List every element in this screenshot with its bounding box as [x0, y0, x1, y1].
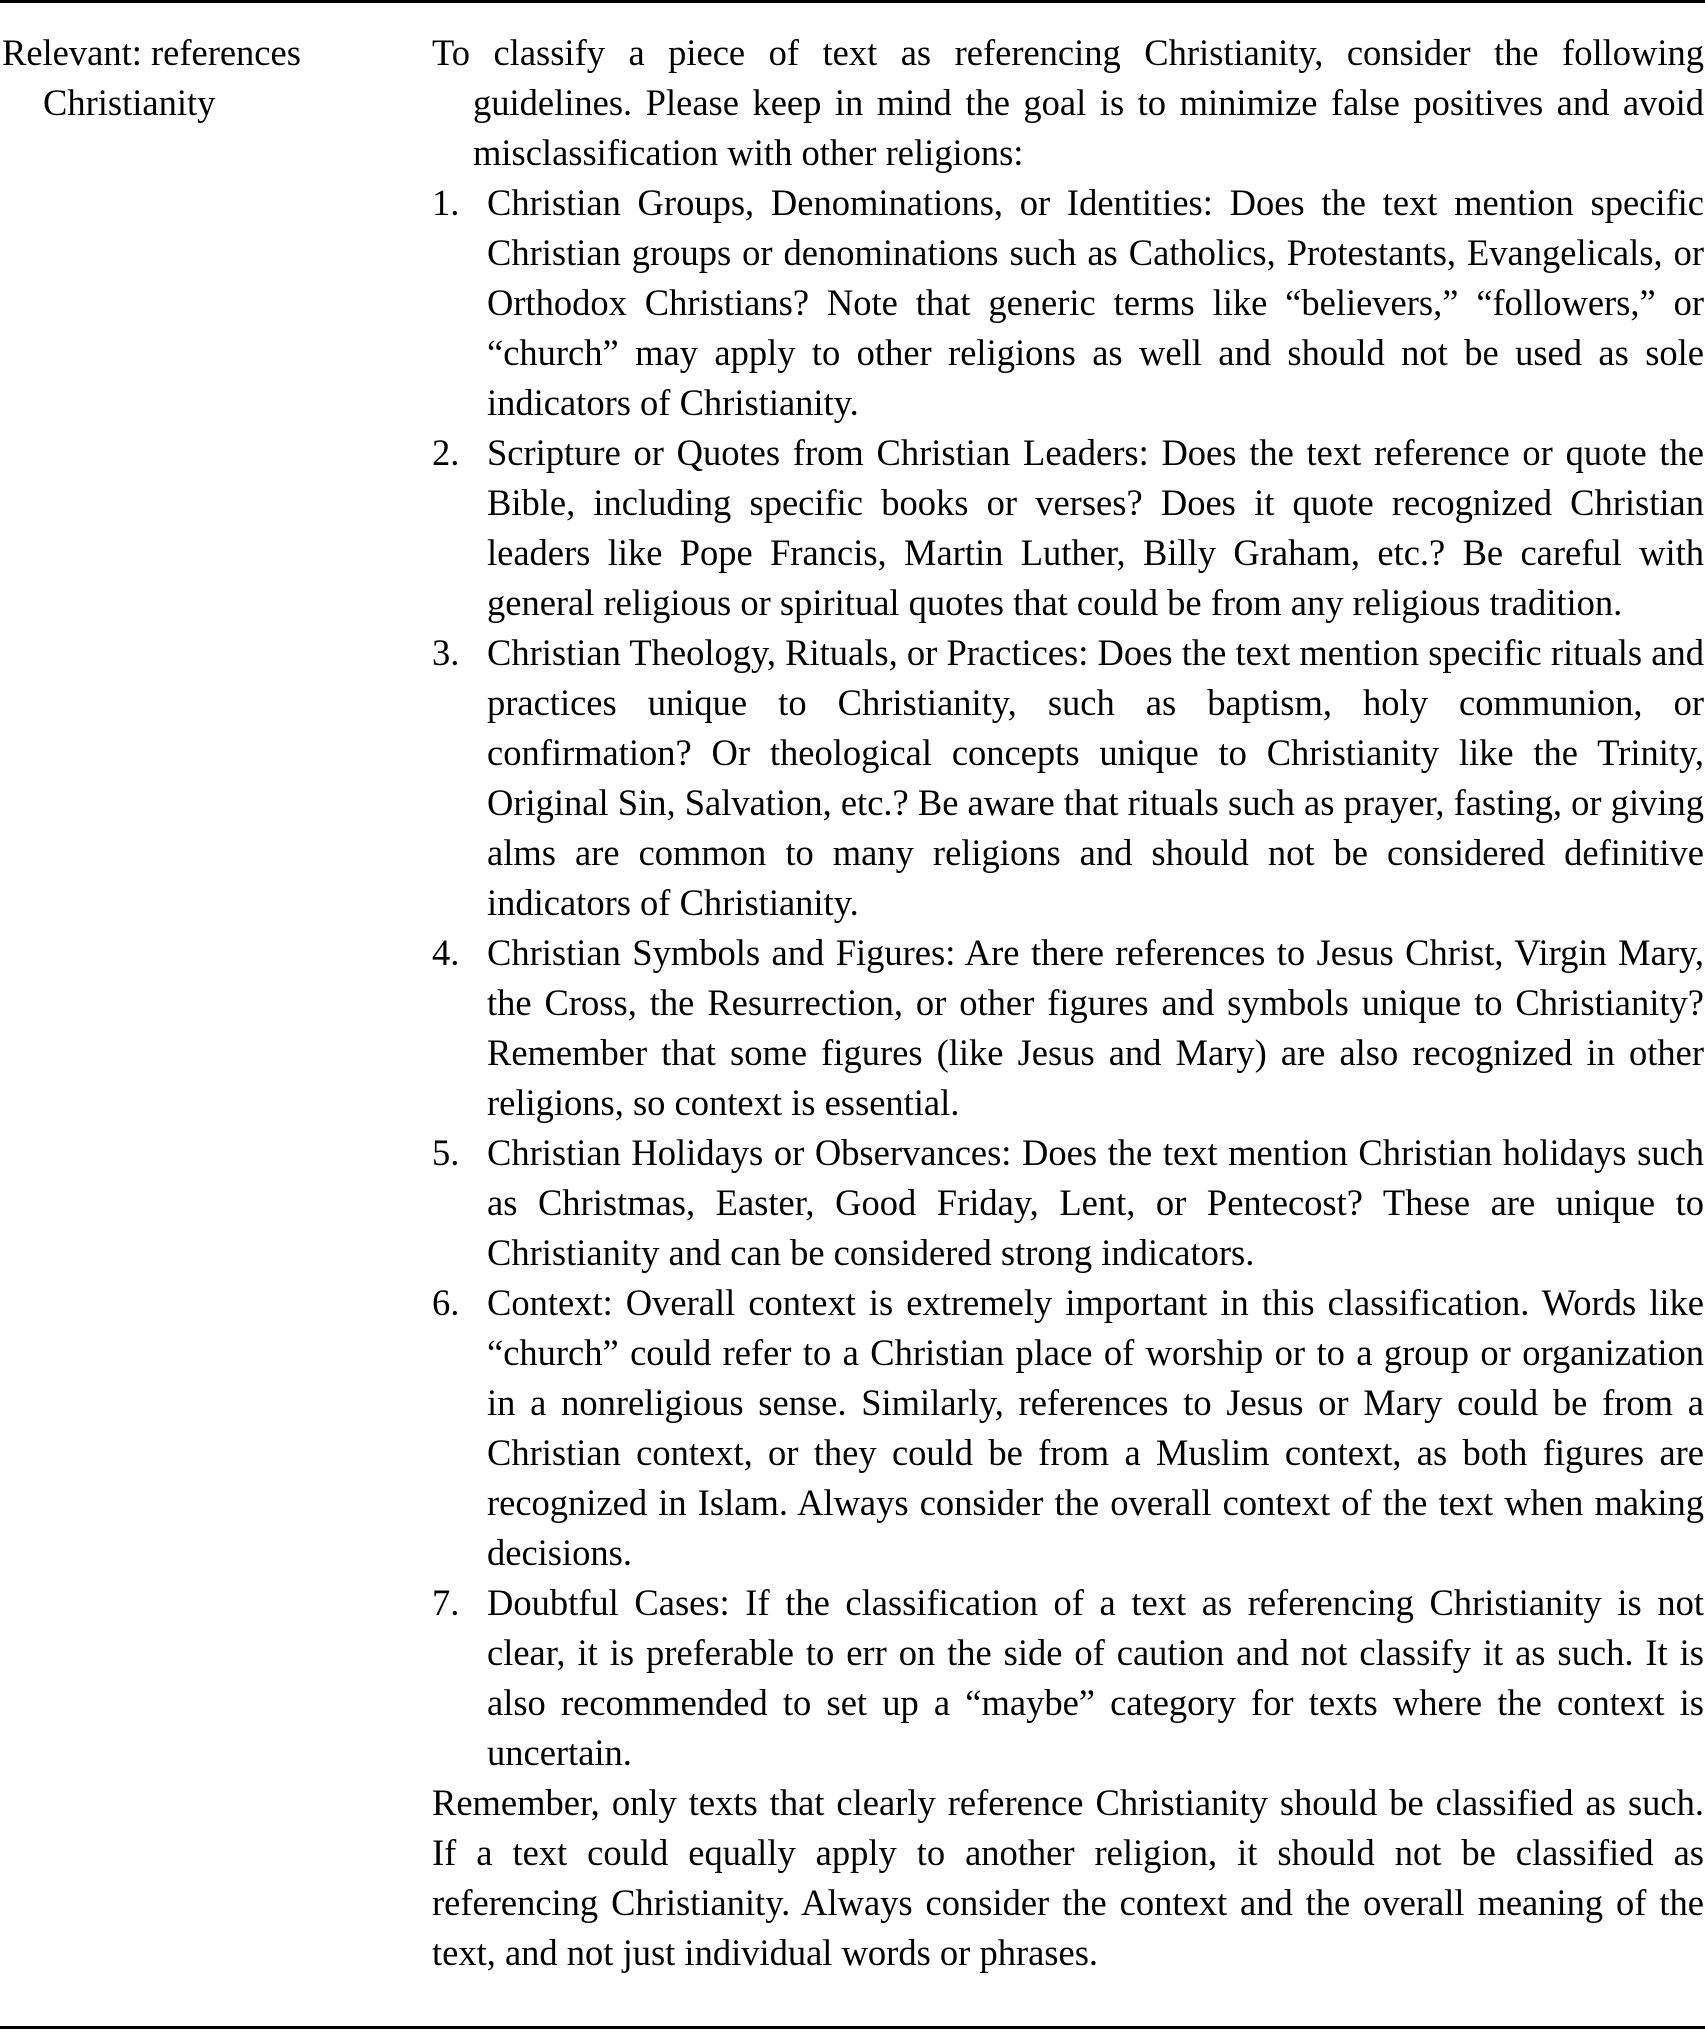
list-item-text: Christian Groups, Denominations, or Identities: Does the text mention specific Christian groups or denominations such as Catholics, Protestants, Evangelicals, or Orthodox Christians? Note that generic terms like “believers,” “followers,” or “church” may apply to other religions as well and should not be used as sole indicators of Christianity. — [487, 182, 1704, 423]
list-item-text: Christian Holidays or Observances: Does the text mention Christian holidays such as Christmas, Easter, Good Friday, Lent, or Pentecost? These are unique to Christianity and can be considered strong indicators. — [487, 1132, 1704, 1273]
list-item-text: Context: Overall context is extremely important in this classification. Words like “church” could refer to a Christian place of worship or to a group or organization in a nonreligious sense. Similarly, references to Jesus or Mary could be from a Christian context, or they could be from a Muslim context, as both figures are recognized in Islam. Always consider the overall context of the text when making decisions. — [487, 1282, 1704, 1573]
list-item — [432, 1128, 1704, 1278]
list-item-number: 4. — [432, 932, 460, 973]
list-item-number: 6. — [432, 1282, 460, 1323]
list-item-number: 3. — [432, 632, 460, 673]
list-item — [432, 1278, 1704, 1578]
list-item — [432, 928, 1704, 1128]
list-item-number: 1. — [432, 182, 460, 223]
intro-paragraph: To classify a piece of text as referencing Christianity, consider the following guidelines. Please keep in mind the goal is to minimize false positives and avoid misclassification with other religions: — [432, 32, 1704, 173]
list-item-number: 2. — [432, 432, 460, 473]
table-top-rule — [0, 0, 1705, 3]
row-label-line1: Relevant: references — [2, 32, 301, 73]
list-item-text: Christian Theology, Rituals, or Practices: Does the text mention specific rituals and practices unique to Christianity, such as baptism, holy communion, or confirmation? Or theological concepts unique to Christianity like the Trinity, Original Sin, Salvation, etc.? Be aware that rituals such as prayer, fasting, or giving alms are common to many religions and should not be considered definitive indicators of Christianity. — [487, 632, 1704, 923]
row-label — [2, 28, 382, 128]
list-item-text: Christian Symbols and Figures: Are there references to Jesus Christ, Virgin Mary, the Cross, the Resurrection, or other figures and symbols unique to Christianity? Remember that some figures (like Jesus and Mary) are also recognized in other religions, so context is essential. — [487, 932, 1704, 1123]
list-item-number: 7. — [432, 1582, 460, 1623]
closing-paragraph: Remember, only texts that clearly reference Christianity should be classified as such. If a text could equally apply to another religion, it should not be classified as referencing Christianity. Always consider the context and the overall meaning of the text, and not just individual words or phrases. — [432, 1782, 1704, 1973]
list-item-number: 5. — [432, 1132, 460, 1173]
table-bottom-rule — [0, 2026, 1705, 2029]
list-item-text: Doubtful Cases: If the classification of a text as referencing Christianity is not clear, it is preferable to err on the side of caution and not classify it as such. It is also recommended to set up a “maybe” category for texts where the context is uncertain. — [487, 1582, 1704, 1773]
list-item — [432, 178, 1704, 428]
list-item — [432, 628, 1704, 928]
row-content — [432, 28, 1704, 1978]
row-label-line2: Christianity — [43, 82, 216, 123]
guideline-list — [432, 178, 1704, 1778]
list-item — [432, 1578, 1704, 1778]
list-item — [432, 428, 1704, 628]
list-item-text: Scripture or Quotes from Christian Leaders: Does the text reference or quote the Bible, including specific books or verses? Does it quote recognized Christian leaders like Pope Francis, Martin Luther, Billy Graham, etc.? Be careful with general religious or spiritual quotes that could be from any religious tradition. — [487, 432, 1704, 623]
